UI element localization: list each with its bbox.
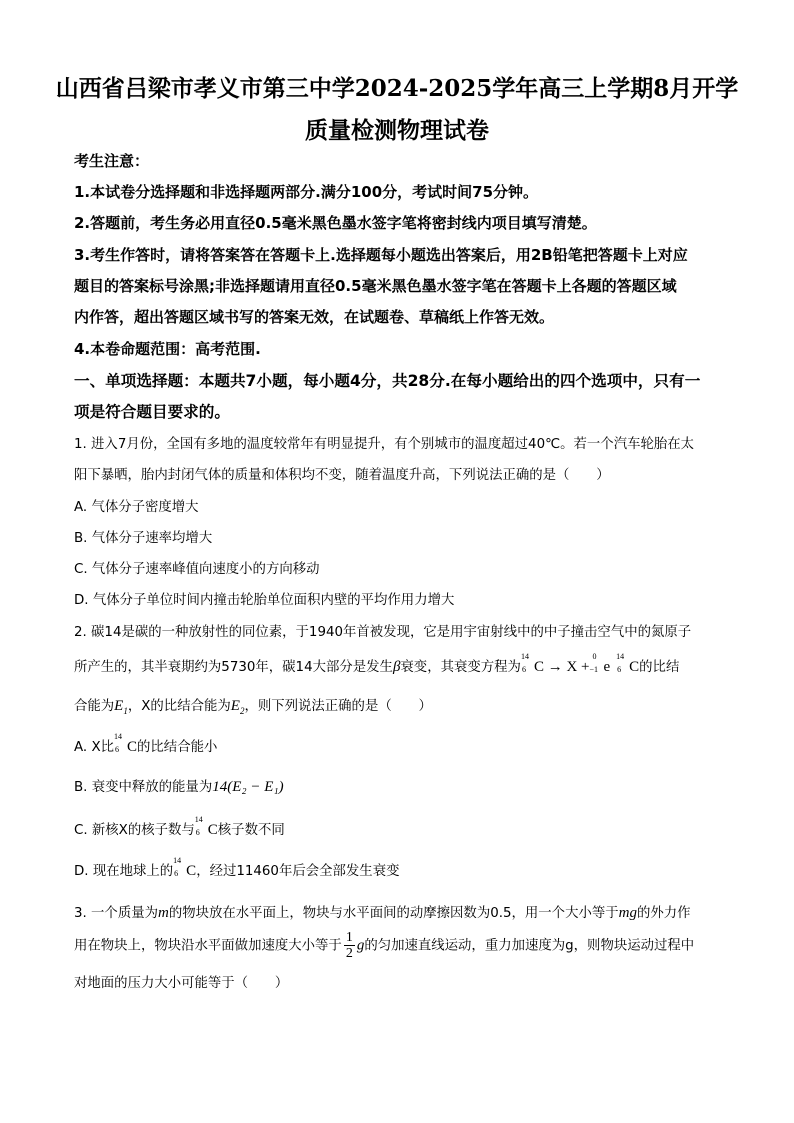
- q3-stem-line2: 用在物块上，物块沿水平面做加速度大小等于 $\frac{1}{2}$ g的匀加速直线运动，重力加速度为g，则物块运动过程中: [74, 930, 695, 961]
- mg-symbol: mg: [618, 905, 637, 921]
- q2-option-b: B. 衰变中释放的能量为14(E₂ − E₁): [74, 779, 284, 795]
- notice-item: 题目的答案标号涂黑;非选择题请用直径0.5毫米黑色墨水签字笔在答题卡上各题的答题区域: [74, 277, 677, 295]
- q2-option-a: A. X比 14 6 C的比结合能小: [74, 732, 218, 755]
- fraction-one-half: $\frac{1}{2}$: [345, 930, 353, 961]
- section-heading-line1: 一、单项选择题：本题共7小题，每小题4分，共28分.在每小题给出的四个选项中，只有一: [74, 372, 701, 390]
- q1-option-a: A. 气体分子密度增大: [74, 500, 199, 515]
- q1-stem-line2: 阳下暴晒，胎内封闭气体的质量和体积均不变，随着温度升高，下列说法正确的是（ ）: [74, 468, 610, 483]
- energy-expression: 14(E₂ − E₁): [212, 779, 284, 795]
- decay-equation: C → X +: [533, 659, 590, 675]
- nuclide-notation: 14 6: [173, 856, 182, 878]
- e2-symbol: $E_2$: [230, 698, 245, 716]
- text: 合能为: [74, 699, 115, 714]
- q1-stem-line1: 1. 进入7月份，全国有多地的温度较常年有明显提升，有个别城市的温度超过40℃。若一个汽车轮胎在太: [74, 437, 695, 452]
- beta-symbol: β: [392, 659, 401, 675]
- carbon-symbol: C: [629, 659, 640, 675]
- notice-item: 3.考生作答时，请将答案答在答题卡上.选择题每小题选出答案后，用2B铅笔把答题卡上对应: [74, 246, 688, 264]
- nuclide-notation: 0 −1: [589, 652, 598, 674]
- q2-option-c: C. 新核X的核子数与 14 6 C核子数不同: [74, 815, 285, 838]
- electron-symbol: e: [603, 659, 611, 675]
- q1-option-b: B. 气体分子速率均增大: [74, 531, 213, 546]
- q2-stem-line1: 2. 碳14是碳的一种放射性的同位素，于1940年首被发现，它是用宇宙射线中的中子撞击空气中的氮原子: [74, 625, 692, 640]
- mass-symbol: m: [158, 905, 169, 921]
- nuclide-notation: 14 6: [114, 732, 123, 754]
- notice-item: 4.本卷命题范围：高考范围.: [74, 340, 261, 358]
- nuclide-notation: 14 6: [194, 815, 203, 837]
- nuclide-notation: 14 6: [520, 652, 529, 674]
- exam-title-line1: 山西省吕梁市孝义市第三中学2024-2025学年高三上学期8月开学: [55, 75, 739, 102]
- section-heading-line2: 项是符合题目要求的。: [74, 403, 230, 421]
- q1-option-d: D. 气体分子单位时间内撞击轮胎单位面积内壁的平均作用力增大: [74, 593, 455, 608]
- notice-item: 2.答题前，考生务必用直径0.5毫米黑色墨水签字笔将密封线内项目填写清楚。: [74, 214, 597, 232]
- e1-symbol: $E_1$: [114, 698, 128, 716]
- q1-option-c: C. 气体分子速率峰值向速度小的方向移动: [74, 562, 320, 577]
- notice-heading: 考生注意：: [74, 152, 150, 170]
- nuclide-notation: 14 6: [616, 652, 625, 674]
- exam-title-line2: 质量检测物理试卷: [305, 117, 489, 144]
- text: 所产生的，其半衰期约为5730年，碳14大部分是发生: [74, 660, 393, 675]
- text: 衰变，其衰变方程为: [400, 660, 521, 675]
- text: 的比结: [639, 660, 680, 675]
- g-symbol: g: [356, 937, 365, 954]
- notice-item: 1.本试卷分选择题和非选择题两部分.满分100分，考试时间75分钟。: [74, 183, 539, 201]
- q3-stem-line1: 3. 一个质量为m的物块放在水平面上，物块与水平面间的动摩擦因数为0.5，用一个大小等于mg的外力作: [74, 905, 691, 921]
- notice-item: 内作答，超出答题区域书写的答案无效，在试题卷、草稿纸上作答无效。: [74, 308, 555, 326]
- q3-stem-line3: 对地面的压力大小可能等于（ ）: [74, 976, 289, 991]
- text: ，则下列说法正确的是（ ）: [244, 699, 432, 714]
- q2-stem-line2: [74, 652, 680, 676]
- text: ，X的比结合能为: [127, 699, 231, 714]
- q2-option-d: D. 现在地球上的 14 6 C，经过11460年后会全部发生衰变: [74, 856, 400, 879]
- q2-stem-line3: [74, 695, 432, 716]
